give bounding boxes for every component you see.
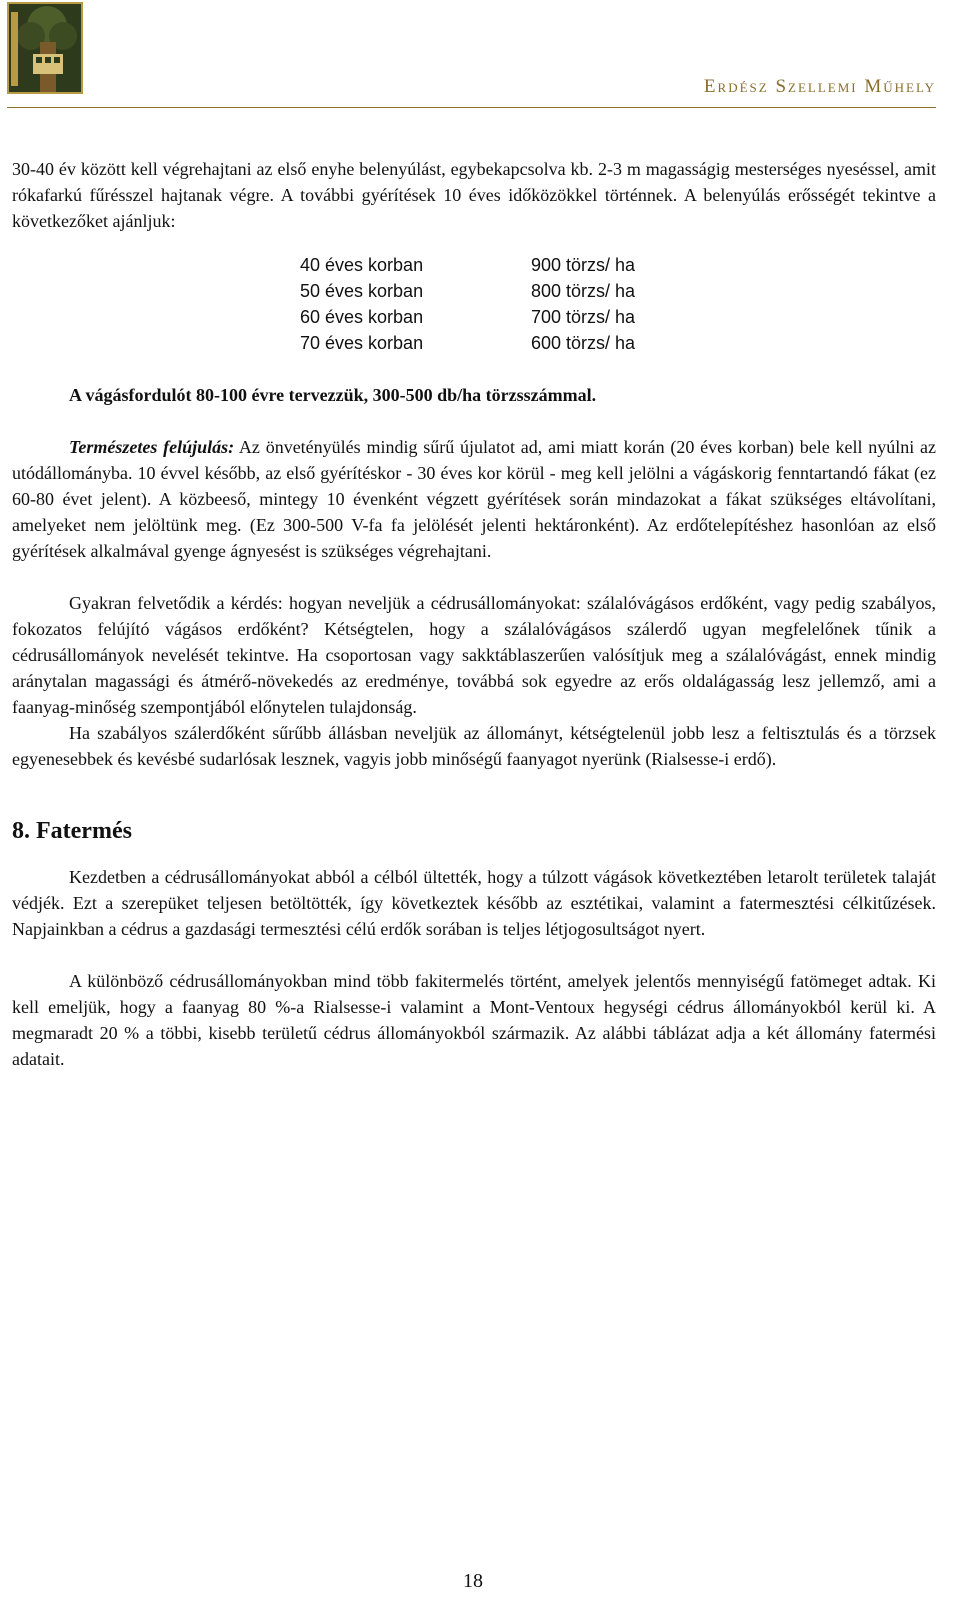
- section-heading: 8. Fatermés: [12, 818, 132, 844]
- rotation-note: A vágásfordulót 80-100 évre tervezzük, 300-500 db/ha törzsszámmal.: [69, 385, 597, 405]
- density-column: [531, 252, 731, 356]
- natural-regeneration-label: Természetes felújulás:: [69, 437, 235, 457]
- thinning-table: [300, 252, 936, 356]
- regular-forest-paragraph: Ha szabályos szálerdőként sűrűbb állásban neveljük az állományt, kétségtelenül jobb lesz a feltisztulás és a törzsek egyenesebbek és kevésbé sudarlósak lesznek, vagyis jobb minőségű faanyagot nyerünk (Rialsesse-i erdő).: [12, 723, 936, 769]
- tree-house-logo-icon: [7, 2, 83, 94]
- natural-regeneration-paragraph: [12, 434, 936, 564]
- table-cell-age: 70 éves korban: [300, 333, 424, 353]
- table-cell-age: 50 éves korban: [300, 281, 424, 301]
- intro-paragraph: 30-40 év között kell végrehajtani az első enyhe belenyúlást, egybekapcsolva kb. 2-3 m magasságig mesterséges nyeséssel, amit rókafarkú fűrésszel hajtanak végre. A további gyérítések 10 éves időközökkel történnek. A belenyúlás erősségét tekintve a következőket ajánljuk:: [12, 159, 936, 231]
- question-paragraph: Gyakran felvetődik a kérdés: hogyan neveljük a cédrusállományokat: szálalóvágásos erdőként, vagy pedig szabályos, fokozatos felújító vágásos erdőként? Kétségtelen, hogy a szálalóvágásos szálerdő ugyan megfelelőnek tűnik a cédrusállományok nevelését tekintve. Ha csoportosan vagy sakktáblaszerűen valósítjuk meg a szálalóvágást, ennek mindig aránytalan magassági és átmérő-növekedés az eredménye, továbbá sok egyedre az erős oldalágasság lesz jellemző, ami a faanyag-minőség szempontjából előnytelen tulajdonság.: [12, 593, 936, 717]
- table-cell-age: 40 éves korban: [300, 255, 424, 275]
- journal-title: Erdész Szellemi Műhely: [703, 76, 936, 97]
- publisher-logo: [7, 2, 83, 94]
- page-content: [12, 156, 936, 1072]
- table-cell-density: 600 törzs/ ha: [531, 333, 636, 353]
- age-column: [300, 252, 531, 356]
- natural-regeneration-text: Az önvetényülés mindig sűrű újulatot ad, ami miatt korán (20 éves korban) bele kell nyúlni az utódállományba. 10 évvel később, az első gyérítéskor - 30 éves kor körül - meg kell jelölni a vágáskorig fenntartandó fákat (ez 60-80 évet jelent). A közbeeső, mintegy 10 évenként végzett gyérítések során mindazokat a fákat szükséges eltávolítani, amelyeket nem jelöltünk meg. (Ez 300-500 V-fa fa jelölését jelenti hektáronként). Az erdőtelepítéshez hasonlóan az első gyérítések alkalmával gyenge ágnyesést is szükséges végrehajtani.: [12, 437, 937, 561]
- page-number: 18: [463, 1570, 483, 1592]
- table-cell-age: 60 éves korban: [300, 307, 424, 327]
- section-paragraph: Kezdetben a cédrusállományokat abból a célból ültették, hogy a túlzott vágások következtében letarolt területek talaját védjék. Ezt a szerepüket teljesen betöltötték, így következtek később az esztétikai, valamint a fatermesztési célkitűzések. Napjainkban a cédrus a gazdasági termesztési célú erdők sorában is teljes létjogosultságot nyert.: [12, 867, 936, 939]
- header-divider: [7, 107, 936, 108]
- table-cell-density: 900 törzs/ ha: [531, 255, 636, 275]
- table-cell-density: 700 törzs/ ha: [531, 307, 636, 327]
- table-cell-density: 800 törzs/ ha: [531, 281, 636, 301]
- section-paragraph: A különböző cédrusállományokban mind több fakitermelés történt, amelyek jelentős mennyiségű fatömeget adtak. Ki kell emeljük, hogy a faanyag 80 %-a Rialsesse-i valamint a Mont-Ventoux hegységi cédrus állományokból kerül ki. A megmaradt 20 % a többi, kisebb területű cédrus állományokból származik. Az alábbi táblázat adja a két állomány fatermési adatait.: [12, 971, 936, 1069]
